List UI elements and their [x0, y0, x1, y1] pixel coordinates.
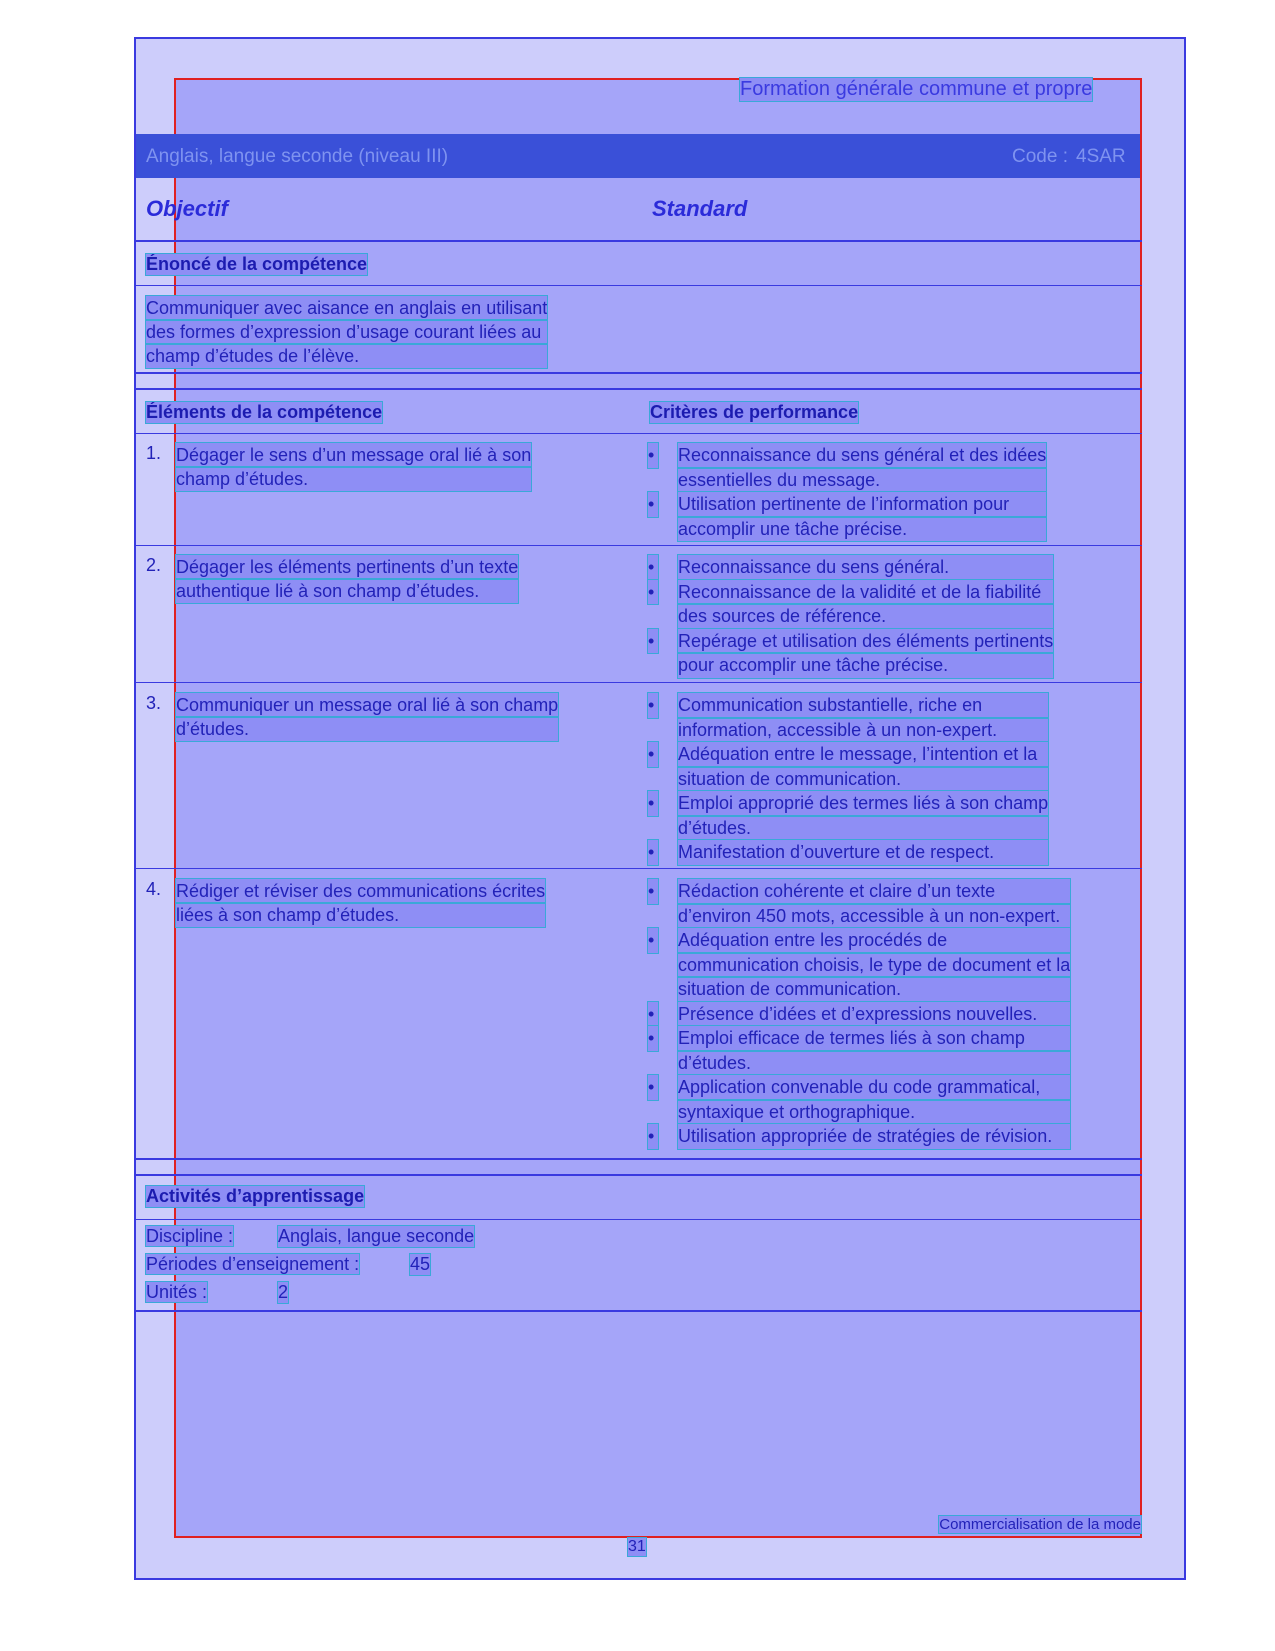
criterion: • Utilisation appropriée de stratégies de révision.	[648, 1124, 1070, 1149]
discipline-row	[146, 1226, 475, 1247]
enonce-line: champ d’études de l’élève.	[146, 344, 547, 368]
course-code: 4SAR	[1076, 146, 1126, 167]
criteria-list	[648, 443, 1046, 541]
course-title: Anglais, langue seconde (niveau III)	[146, 146, 449, 167]
elements-heading: Éléments de la compétence	[146, 402, 383, 422]
bullet-icon: •	[648, 443, 658, 468]
bullet-icon: •	[648, 840, 658, 865]
bullet-icon: •	[648, 879, 658, 904]
enonce-text	[146, 296, 547, 368]
row-divider	[136, 682, 1142, 683]
element-text	[176, 879, 545, 927]
criterion: • Emploi approprié des termes liés à son champ d’études.	[648, 791, 1048, 840]
element-line: champ d’études.	[176, 467, 531, 491]
criterion: • Reconnaissance du sens général et des idées essentielles du message.	[648, 443, 1046, 492]
bullet-icon: •	[648, 742, 658, 767]
bullet-icon: •	[648, 791, 658, 816]
criterion: • Manifestation d’ouverture et de respect.	[648, 840, 1048, 865]
enonce-heading: Énoncé de la compétence	[146, 254, 368, 274]
unites-label: Unités :	[146, 1282, 208, 1302]
element-line: Dégager le sens d’un message oral lié à son	[176, 445, 532, 465]
course-bar	[136, 134, 1140, 178]
code-label: Code :	[1012, 146, 1068, 167]
criterion: • Adéquation entre les procédés de communication choisis, le type de document et la situation de communication.	[648, 928, 1070, 1002]
row-divider	[136, 545, 1142, 546]
bullet-icon: •	[648, 629, 658, 654]
element-line: liées à son champ d’études.	[176, 903, 545, 927]
criterion: • Adéquation entre le message, l’intention et la situation de communication.	[648, 742, 1048, 791]
bullet-icon: •	[648, 492, 658, 517]
criteria-list	[648, 879, 1070, 1149]
element-text	[176, 555, 518, 603]
element-number: 2.	[146, 555, 162, 575]
discipline-label: Discipline :	[146, 1226, 234, 1246]
criterion: • Utilisation pertinente de l’information pour accomplir une tâche précise.	[648, 492, 1046, 541]
bullet-icon: •	[648, 928, 658, 953]
element-line: Communiquer un message oral lié à son champ	[176, 695, 559, 715]
bullet-icon: •	[648, 1124, 658, 1149]
bullet-icon: •	[648, 1075, 658, 1100]
element-line: Rédiger et réviser des communications écrites	[176, 881, 546, 901]
bullet-icon: •	[648, 580, 658, 605]
element-number: 1.	[146, 443, 162, 463]
enonce-line: Communiquer avec aisance en anglais en utilisant	[146, 298, 548, 318]
bullet-icon: •	[648, 555, 658, 580]
element-line: authentique lié à son champ d’études.	[176, 579, 518, 603]
activites-heading: Activités d’apprentissage	[146, 1186, 365, 1206]
row-divider	[136, 868, 1142, 869]
element-number: 3.	[146, 693, 162, 713]
criterion: • Reconnaissance du sens général.	[648, 555, 1053, 580]
elements-header-divider	[136, 433, 1142, 434]
footer-title: Commercialisation de la mode	[939, 1516, 1141, 1533]
element-line: Dégager les éléments pertinents d’un texte	[176, 557, 519, 577]
criteres-heading: Critères de performance	[650, 402, 859, 422]
criteria-list	[648, 693, 1048, 865]
criterion: • Rédaction cohérente et claire d’un texte d’environ 450 mots, accessible à un non-expert.	[648, 879, 1070, 928]
running-header: Formation générale commune et propre	[740, 78, 1093, 100]
element-line: d’études.	[176, 717, 558, 741]
element-text	[176, 693, 558, 741]
enonce-line: des formes d’expression d’usage courant liées au	[146, 320, 547, 344]
unites-row	[146, 1282, 289, 1303]
bullet-icon: •	[648, 1002, 658, 1027]
discipline-value: Anglais, langue seconde	[278, 1226, 475, 1246]
enonce-divider	[136, 285, 1142, 286]
bullet-icon: •	[648, 1026, 658, 1051]
criterion: • Reconnaissance de la validité et de la fiabilité des sources de référence.	[648, 580, 1053, 629]
activites-divider	[136, 1219, 1142, 1220]
bullet-icon: •	[648, 693, 658, 718]
element-text	[176, 443, 531, 491]
criterion: • Application convenable du code grammatical, syntaxique et orthographique.	[648, 1075, 1070, 1124]
periodes-label: Périodes d’enseignement :	[146, 1254, 360, 1274]
standard-title: Standard	[652, 196, 748, 221]
criterion: • Repérage et utilisation des éléments pertinents pour accomplir une tâche précise.	[648, 629, 1053, 678]
criterion: • Emploi efficace de termes liés à son champ d’études.	[648, 1026, 1070, 1075]
periodes-value: 45	[410, 1254, 431, 1274]
criteria-list	[648, 555, 1053, 678]
criterion: • Communication substantielle, riche en information, accessible à un non-expert.	[648, 693, 1048, 742]
criterion: • Présence d’idées et d’expressions nouvelles.	[648, 1002, 1070, 1027]
element-number: 4.	[146, 879, 162, 899]
objectif-title: Objectif	[146, 196, 228, 221]
periodes-row	[146, 1254, 431, 1275]
page-number: 31	[628, 1538, 646, 1555]
unites-value: 2	[278, 1282, 289, 1302]
